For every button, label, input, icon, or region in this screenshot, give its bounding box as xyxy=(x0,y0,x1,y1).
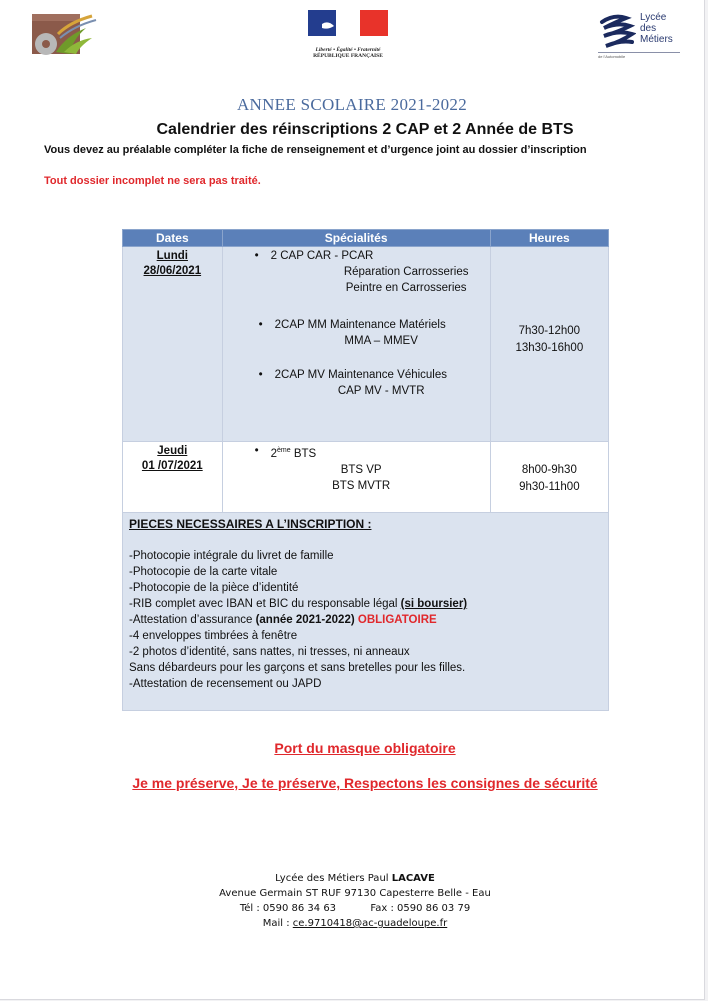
specialty-sub: BTS MVTR xyxy=(332,479,391,492)
specialty-item: • 2CAP MM Maintenance Matériels xyxy=(258,319,446,331)
date-cell xyxy=(123,247,223,442)
incomplete-warning: Tout dossier incomplet ne sera pas traité. xyxy=(44,175,261,187)
logo-text-metiers: Métiers xyxy=(640,34,673,45)
table-row xyxy=(123,442,609,513)
piece-item: -Photocopie de la pièce d’identité xyxy=(129,582,299,594)
specialties-cell xyxy=(222,442,490,513)
header-dates: Dates xyxy=(123,230,223,247)
table-header-row xyxy=(123,230,609,247)
bullet-icon: • xyxy=(258,369,263,381)
specialty-item: • 2 CAP CAR - PCAR xyxy=(254,250,374,262)
specialty-sub: MMA – MMEV xyxy=(344,335,418,347)
header-heures: Heures xyxy=(490,230,608,247)
school-year-title: ANNEE SCOLAIRE 2021-2022 xyxy=(236,95,468,114)
bts-year-num: 2 xyxy=(270,447,278,460)
pieces-cell xyxy=(123,513,609,711)
hours-line: 13h30-16h00 xyxy=(515,342,584,354)
footer-address: Avenue Germain ST RUF 97130 Capesterre Belle - Eau xyxy=(219,888,491,899)
hours-cell xyxy=(490,247,608,442)
logo-subtext: de l'Automobile xyxy=(598,54,626,59)
piece-item xyxy=(129,596,602,612)
assurance-text: -Attestation d’assurance xyxy=(129,614,256,626)
rib-text: -RIB complet avec IBAN et BIC du responsable légal xyxy=(129,598,401,610)
footer-mail xyxy=(190,916,520,931)
bullet-icon: • xyxy=(254,445,259,457)
rib-condition: (si boursier) xyxy=(400,598,468,610)
mask-notice: Port du masque obligatoire xyxy=(274,740,456,756)
logo-text-des: des xyxy=(640,23,657,34)
date-cell xyxy=(123,442,223,513)
footer-phone xyxy=(190,901,520,916)
bullet-icon: • xyxy=(254,250,259,262)
logo-text-lycee: Lycée xyxy=(640,12,667,23)
instructions-text: Vous devez au préalable compléter la fiche de renseignement et d’urgence joint au dossier d’inscription xyxy=(44,144,587,156)
table-row xyxy=(123,247,609,442)
rf-motto: Liberté • Égalité • Fraternité xyxy=(315,47,381,53)
lycee-des-metiers-logo xyxy=(596,12,682,60)
page-title: Calendrier des réinscriptions 2 CAP et 2 Année de BTS xyxy=(156,121,574,138)
specialty-sub: CAP MV - MVTR xyxy=(337,385,425,397)
footer-contact xyxy=(190,871,520,931)
assurance-year: (année 2021-2022) xyxy=(255,614,355,626)
schedule-table xyxy=(122,229,609,711)
republique-francaise-logo xyxy=(308,10,388,60)
security-notice: Je me préserve, Je te préserve, Respectons les consignes de sécurité xyxy=(132,775,598,791)
specialty-sub: Réparation Carrosseries xyxy=(343,266,469,278)
fax-number: Fax : 0590 86 03 79 xyxy=(370,903,471,914)
specialty-item xyxy=(223,443,490,462)
email-link[interactable]: ce.9710418@ac-guadeloupe.fr xyxy=(292,918,448,929)
hours-cell xyxy=(490,442,608,513)
piece-item: -Attestation de recensement ou JAPD xyxy=(129,678,322,690)
piece-item: Sans débardeurs pour les garçons et sans bretelles pour les filles. xyxy=(129,662,466,674)
piece-item: -2 photos d’identité, sans nattes, ni tresses, ni anneaux xyxy=(129,646,410,658)
piece-item: -Photocopie de la carte vitale xyxy=(129,566,278,578)
pieces-row xyxy=(123,513,609,711)
specialty-sub: Peintre en Carrosseries xyxy=(345,282,467,294)
obligatoire-label: OBLIGATOIRE xyxy=(357,614,437,626)
day-label: Jeudi xyxy=(157,445,188,457)
header-specialites: Spécialités xyxy=(222,230,490,247)
hours-line: 7h30-12h00 xyxy=(518,325,581,337)
rf-name: RÉPUBLIQUE FRANÇAISE xyxy=(313,53,383,59)
tel-number: Tél : 0590 86 34 63 xyxy=(239,903,337,914)
specialties-cell xyxy=(222,247,490,442)
footer-school xyxy=(190,871,520,886)
date-label: 01 /07/2021 xyxy=(141,460,203,472)
bullet-icon: • xyxy=(258,319,263,331)
piece-item xyxy=(129,612,602,628)
day-label: Lundi xyxy=(156,250,188,262)
bts-year-sup: ème xyxy=(277,447,291,454)
piece-item: -Photocopie intégrale du livret de famille xyxy=(129,550,334,562)
hours-line: 9h30-11h00 xyxy=(519,481,580,493)
pieces-title: PIECES NECESSAIRES A L’INSCRIPTION : xyxy=(129,517,372,531)
specialty-item: • 2CAP MV Maintenance Véhicules xyxy=(258,369,448,381)
bts-label: BTS xyxy=(290,447,317,460)
date-label: 28/06/2021 xyxy=(143,265,202,277)
piece-item: -4 enveloppes timbrées à fenêtre xyxy=(129,630,298,642)
hours-line: 8h00-9h30 xyxy=(521,464,577,476)
school-prefix: Lycée des Métiers Paul xyxy=(275,873,392,884)
mail-label: Mail : xyxy=(262,918,293,929)
specialty-sub: BTS VP xyxy=(340,463,382,476)
lycee-paul-lacave-logo xyxy=(30,12,100,56)
school-name: LACAVE xyxy=(391,873,435,884)
